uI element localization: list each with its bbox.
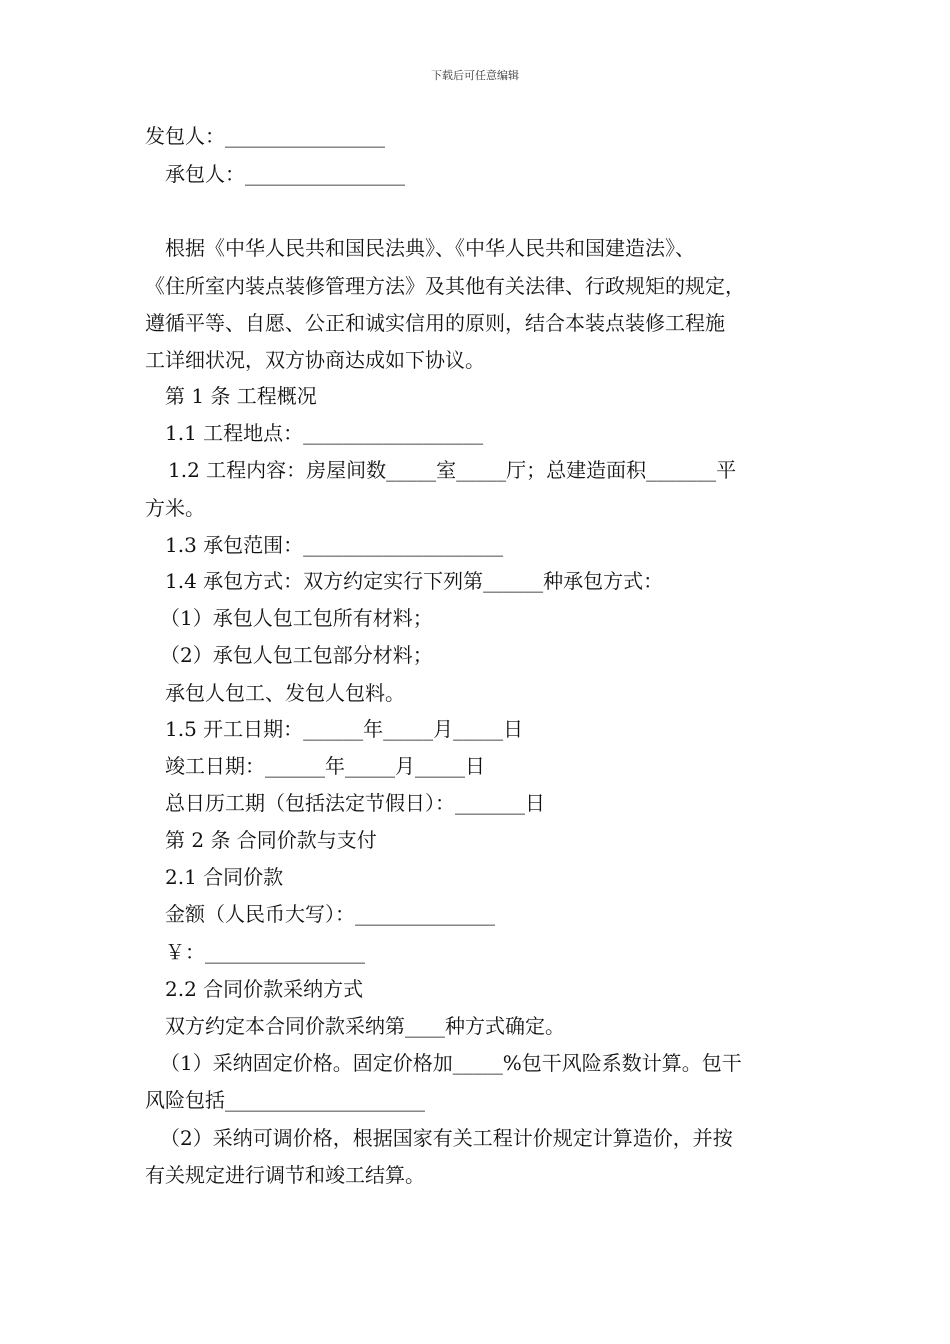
text-line-14: （2）承包人包工包部分材料； — [160, 643, 433, 667]
text-line-24: 双方约定本合同价款采纳第____种方式确定。 — [165, 1014, 565, 1038]
text-line-27: （2）采纳可调价格，根据国家有关工程计价规定计算造价，并按 — [160, 1126, 733, 1150]
text-line-13: （1）承包人包工包所有材料； — [160, 606, 433, 630]
text-line-19: 第 2 条 合同价款与支付 — [165, 828, 377, 852]
text-line-21: 金额（人民币大写）：______________ — [165, 902, 495, 926]
text-line-23: 2.2 合同价款采纳方式 — [165, 977, 364, 1001]
text-line-11: 1.3 承包范围：____________________ — [165, 533, 504, 557]
text-line-4: 《住所室内装点装修管理方法》及其他有关法律、行政规矩的规定， — [145, 274, 745, 298]
text-line-28: 有关规定进行调节和竣工结算。 — [145, 1163, 425, 1187]
text-line-6: 工详细状况，双方协商达成如下协议。 — [145, 348, 485, 372]
text-line-7: 第 1 条 工程概况 — [165, 384, 317, 408]
text-line-15: 承包人包工、发包人包料。 — [165, 681, 405, 705]
text-line-20: 2.1 合同价款 — [165, 865, 284, 889]
text-line-3: 根据《中华人民共和国民法典》、《中华人民共和国建造法》、 — [165, 236, 695, 260]
text-line-2: 承包人：________________ — [165, 162, 405, 186]
text-line-22: ￥：________________ — [165, 940, 365, 964]
text-line-25: （1）采纳固定价格。固定价格加_____%包干风险系数计算。包干 — [160, 1051, 742, 1075]
text-line-10: 方米。 — [145, 496, 205, 520]
text-line-12: 1.4 承包方式：双方约定实行下列第______种承包方式： — [165, 569, 664, 593]
text-line-9: 1.2 工程内容：房屋间数_____室_____厅；总建造面积_______平 — [168, 458, 737, 482]
text-line-18: 总日历工期（包括法定节假日）：_______日 — [165, 791, 545, 815]
text-line-8: 1.1 工程地点：__________________ — [165, 421, 484, 445]
text-line-17: 竣工日期：______年_____月_____日 — [165, 754, 485, 778]
text-line-1: 发包人：________________ — [145, 124, 385, 148]
text-line-5: 遵循平等、自愿、公正和诚实信用的原则，结合本装点装修工程施 — [145, 311, 725, 335]
text-line-26: 风险包括____________________ — [145, 1088, 425, 1112]
page-header-note: 下载后可任意编辑 — [431, 69, 519, 82]
text-line-16: 1.5 开工日期：______年_____月_____日 — [165, 717, 524, 741]
